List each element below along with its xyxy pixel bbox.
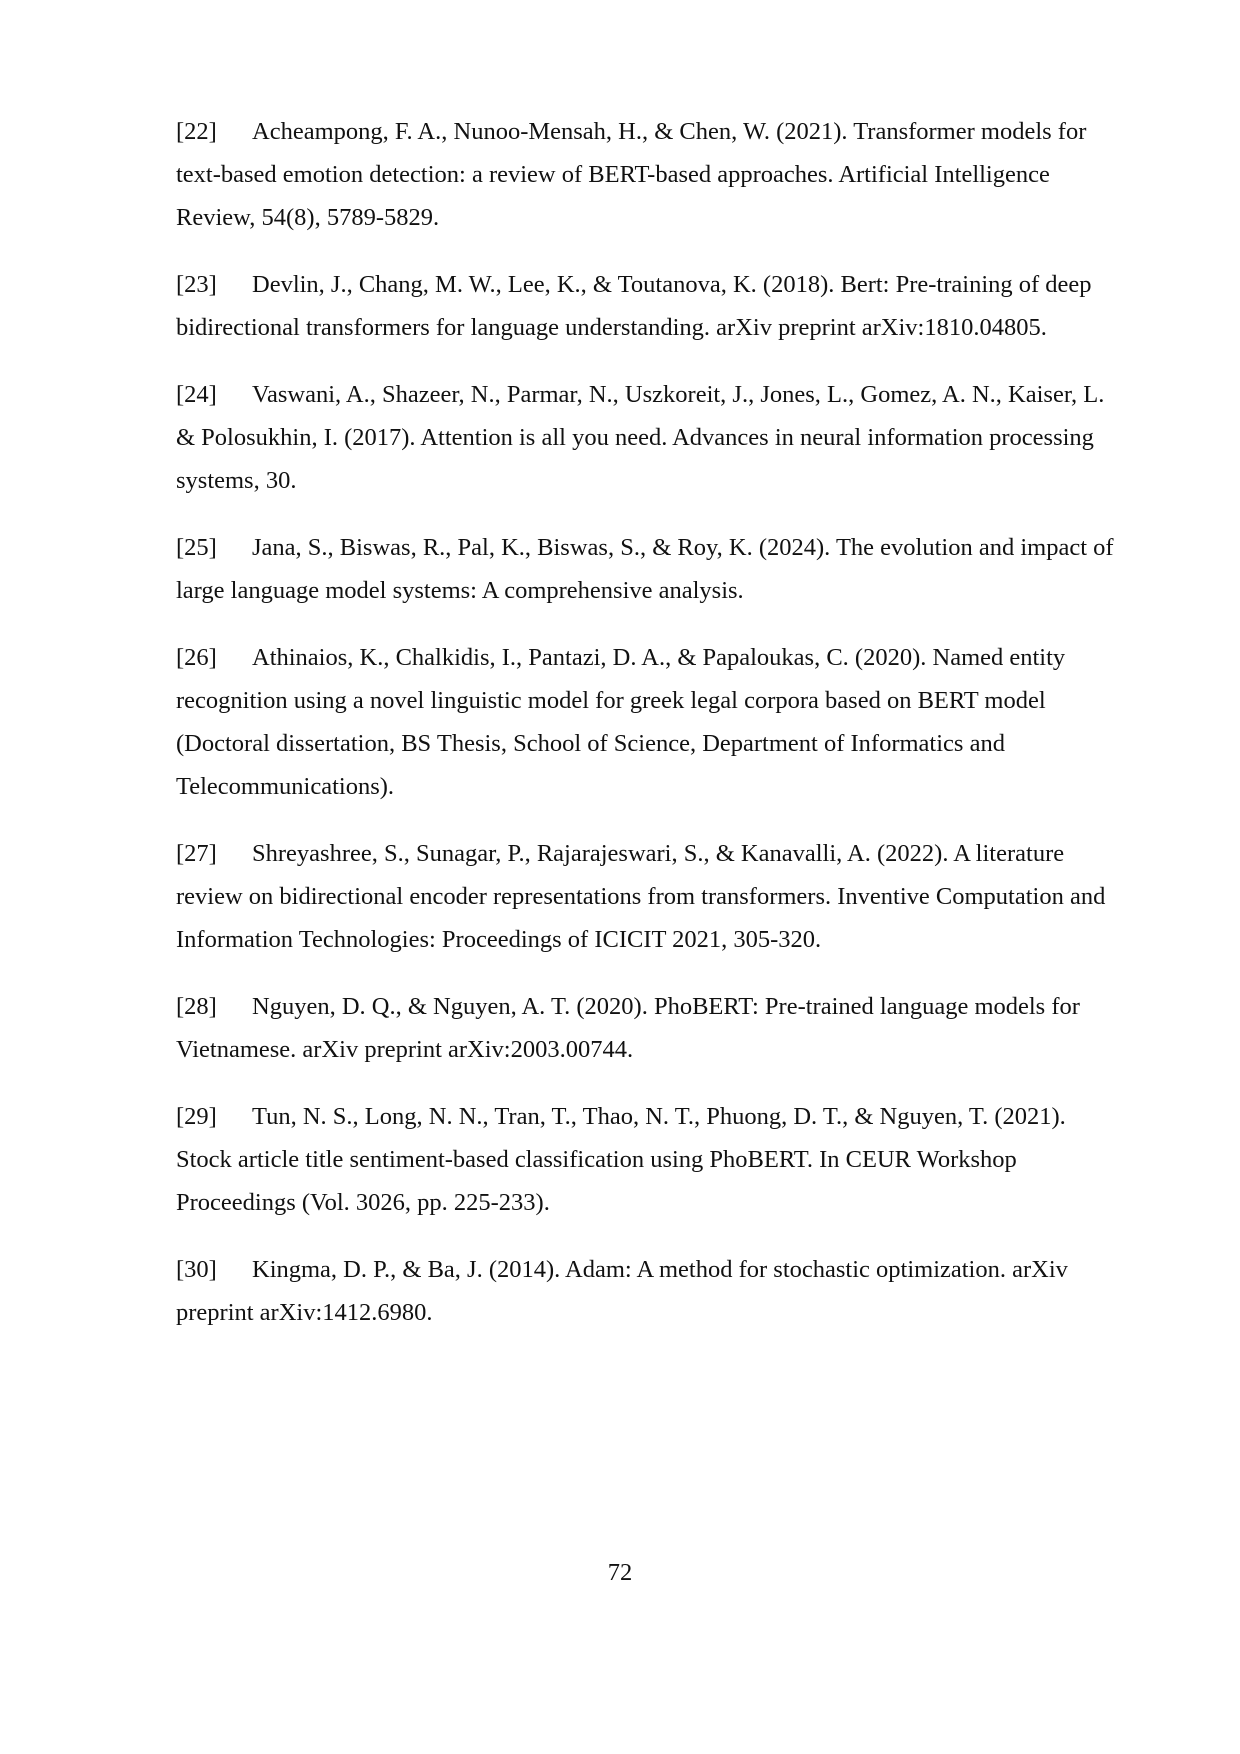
reference-entry <box>176 526 1116 612</box>
reference-text: Devlin, J., Chang, M. W., Lee, K., & Toutanova, K. (2018). Bert: Pre-training of deep bidirectional transformers for language understanding. arXiv preprint arXiv:1810.04805. <box>176 271 1092 341</box>
reference-number: [28] <box>176 993 217 1020</box>
reference-entry <box>176 832 1116 961</box>
reference-entry <box>176 985 1116 1071</box>
reference-list <box>176 110 1116 1358</box>
reference-text: Shreyashree, S., Sunagar, P., Rajarajeswari, S., & Kanavalli, A. (2022). A literature review on bidirectional encoder representations from transformers. Inventive Computation and Information Technologies: Proceedings of ICICIT 2021, 305-320. <box>176 840 1106 953</box>
reference-number: [26] <box>176 644 217 671</box>
reference-number: [29] <box>176 1103 217 1130</box>
reference-entry <box>176 263 1116 349</box>
reference-entry <box>176 1095 1116 1224</box>
reference-text: Vaswani, A., Shazeer, N., Parmar, N., Uszkoreit, J., Jones, L., Gomez, A. N., Kaiser, L. & Polosukhin, I. (2017). Attention is all you need. Advances in neural information processing systems, 30. <box>176 381 1105 494</box>
reference-number: [23] <box>176 271 217 298</box>
reference-text: Tun, N. S., Long, N. N., Tran, T., Thao, N. T., Phuong, D. T., & Nguyen, T. (2021). Stock article title sentiment-based classification using PhoBERT. In CEUR Workshop Proceedings (Vol. 3026, pp. 225-233). <box>176 1103 1066 1216</box>
reference-number: [30] <box>176 1256 217 1283</box>
reference-number: [22] <box>176 118 217 145</box>
reference-text: Kingma, D. P., & Ba, J. (2014). Adam: A method for stochastic optimization. arXiv preprint arXiv:1412.6980. <box>176 1256 1068 1326</box>
page-number: 72 <box>607 1559 633 1586</box>
reference-text: Acheampong, F. A., Nunoo-Mensah, H., & Chen, W. (2021). Transformer models for text-based emotion detection: a review of BERT-based approaches. Artificial Intelligence Review, 54(8), 5789-5829. <box>176 118 1087 231</box>
reference-entry <box>176 636 1116 808</box>
reference-number: [25] <box>176 534 217 561</box>
reference-entry <box>176 110 1116 239</box>
reference-entry <box>176 373 1116 502</box>
reference-text: Athinaios, K., Chalkidis, I., Pantazi, D. A., & Papaloukas, C. (2020). Named entity recognition using a novel linguistic model for greek legal corpora based on BERT model (Doctoral dissertation, BS Thesis, School of Science, Department of Informatics and Telecommunications). <box>176 644 1066 800</box>
reference-text: Jana, S., Biswas, R., Pal, K., Biswas, S., & Roy, K. (2024). The evolution and impact of large language model systems: A comprehensive analysis. <box>176 534 1114 604</box>
reference-number: [27] <box>176 840 217 867</box>
reference-text: Nguyen, D. Q., & Nguyen, A. T. (2020). PhoBERT: Pre-trained language models for Vietnamese. arXiv preprint arXiv:2003.00744. <box>176 993 1080 1063</box>
reference-number: [24] <box>176 381 217 408</box>
reference-entry <box>176 1248 1116 1334</box>
